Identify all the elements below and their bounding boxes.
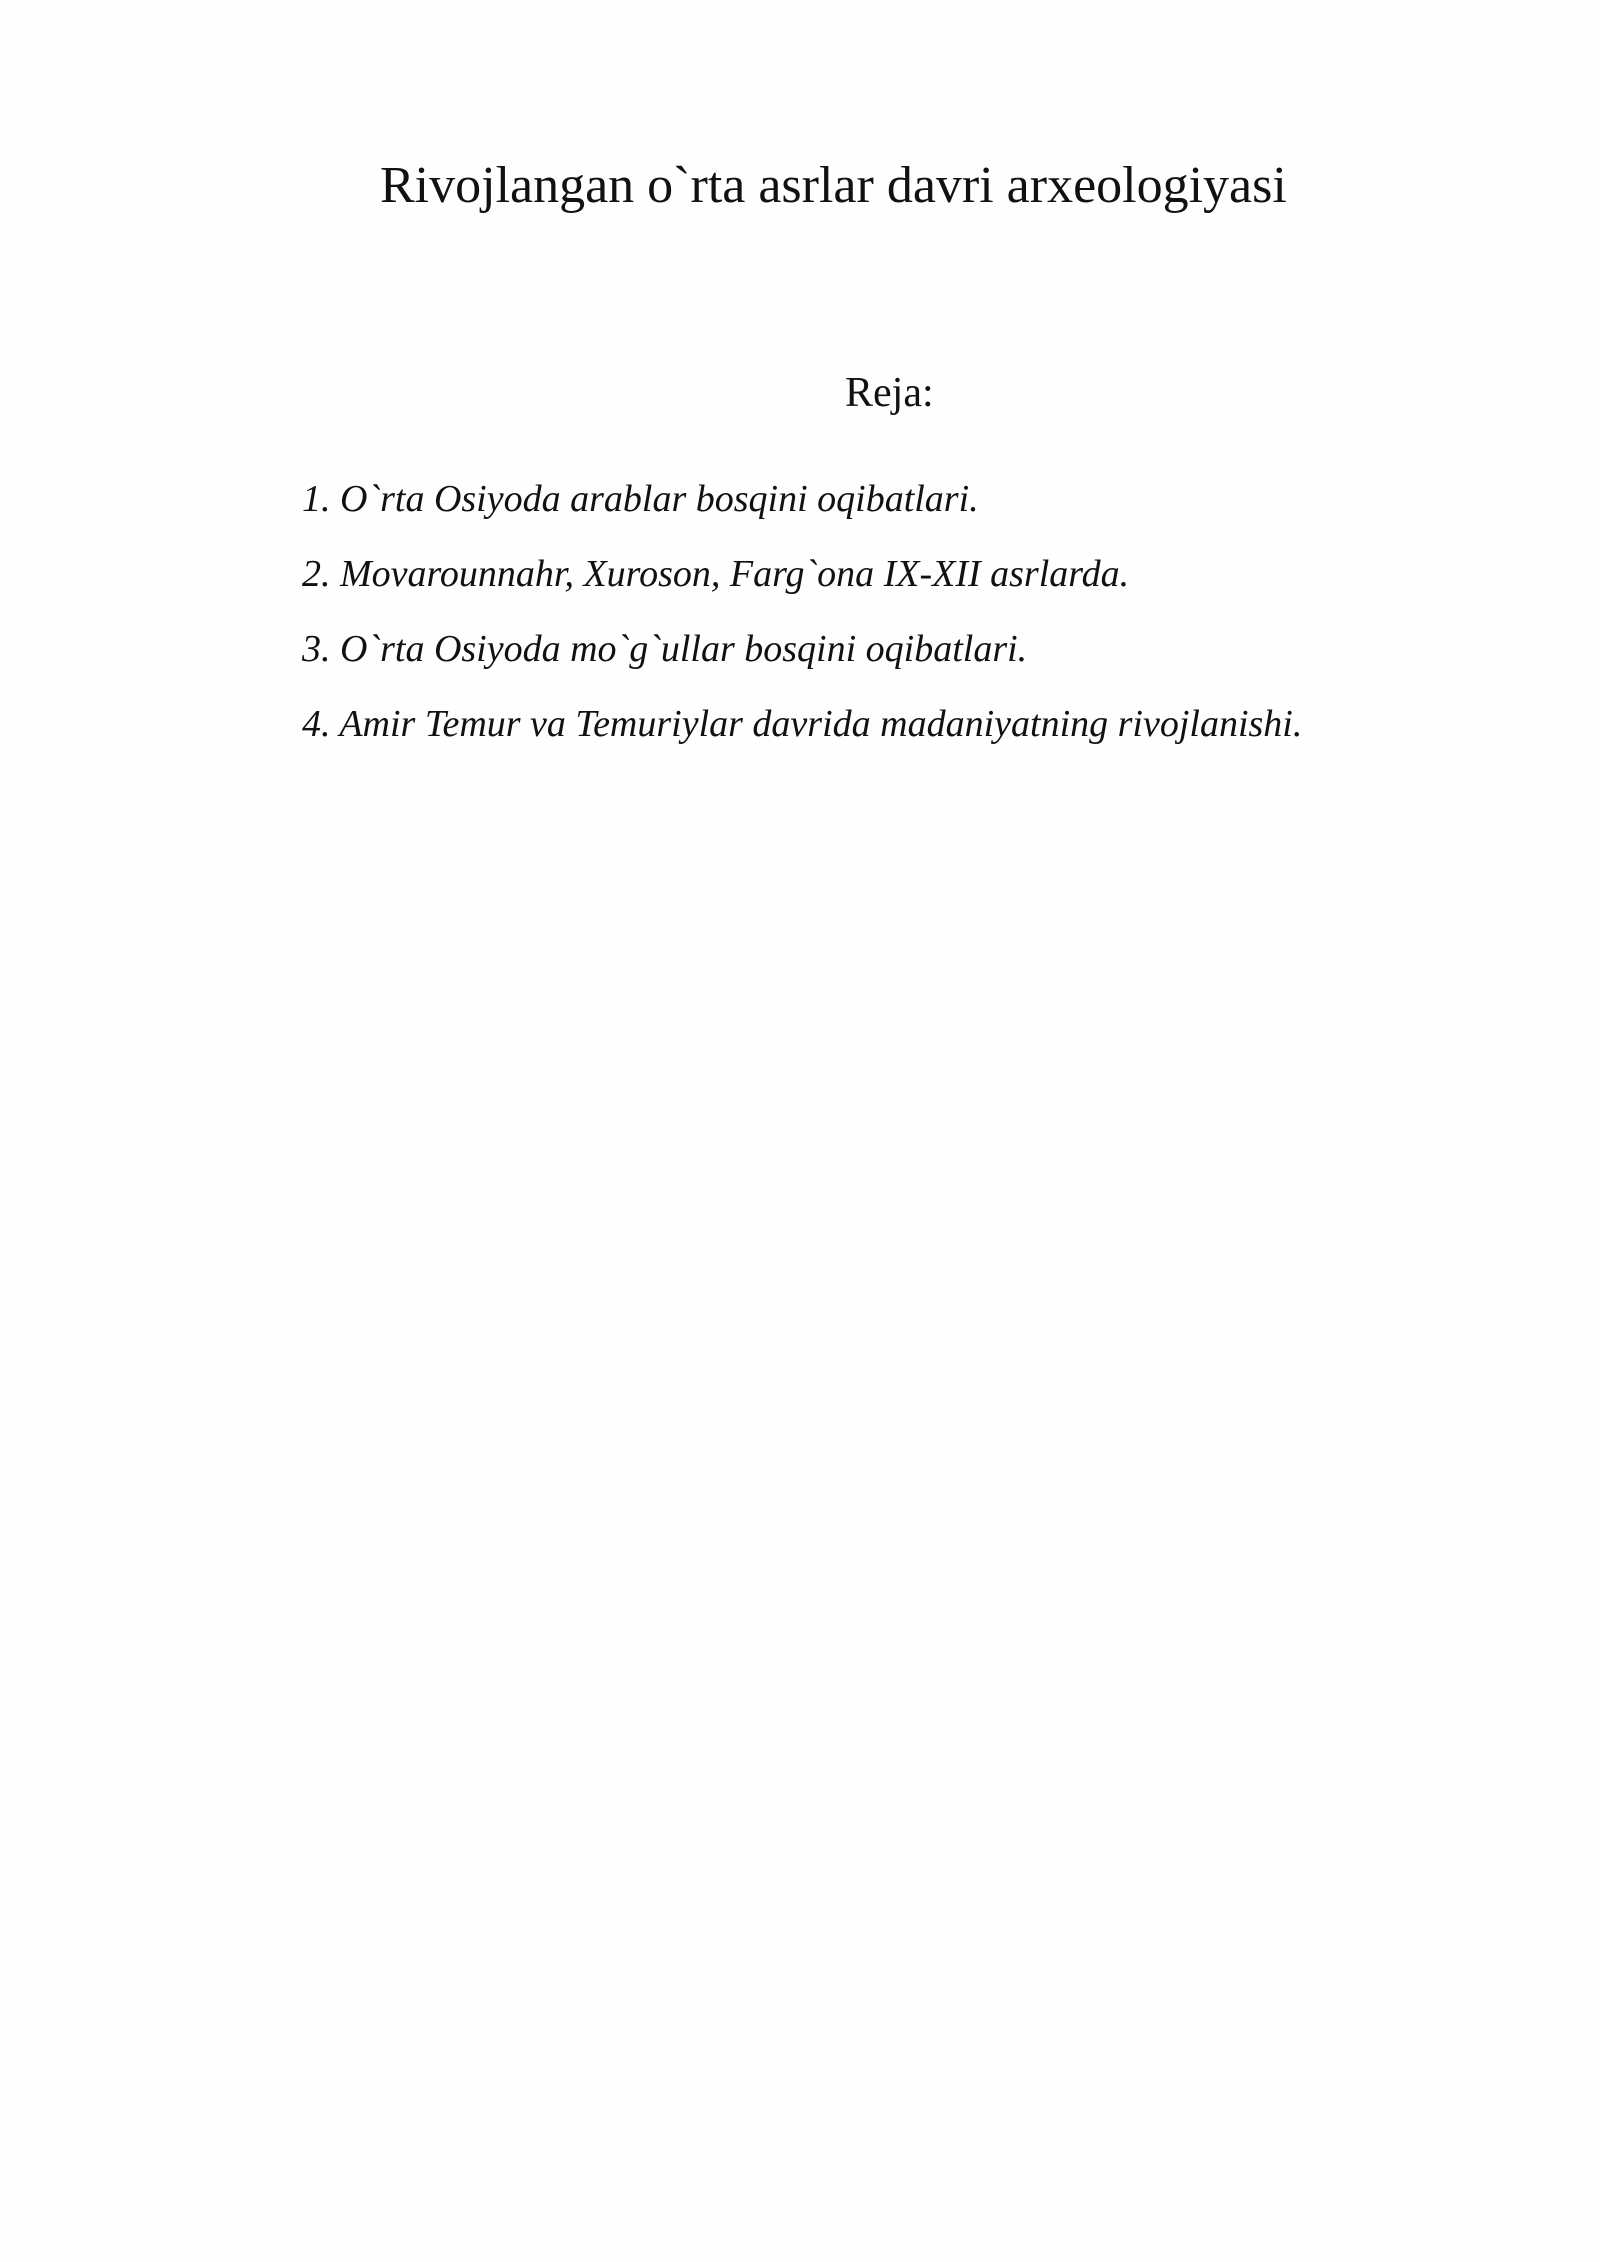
plan-list [302, 462, 1302, 762]
document-title: Rivojlangan o`rta asrlar davri arxeologiyasi [380, 157, 1287, 214]
plan-item-3: 3. O`rta Osiyoda mo`g`ullar bosqini oqibatlari. [302, 628, 1028, 670]
plan-item-4: 4. Amir Temur va Temuriylar davrida madaniyatning rivojlanishi. [302, 703, 1303, 745]
plan-item-1: 1. O`rta Osiyoda arablar bosqini oqibatlari. [302, 478, 979, 520]
plan-item-2: 2. Movarounnahr, Xuroson, Farg`ona IX-XII asrlarda. [302, 553, 1130, 595]
plan-heading: Reja: [845, 370, 934, 416]
